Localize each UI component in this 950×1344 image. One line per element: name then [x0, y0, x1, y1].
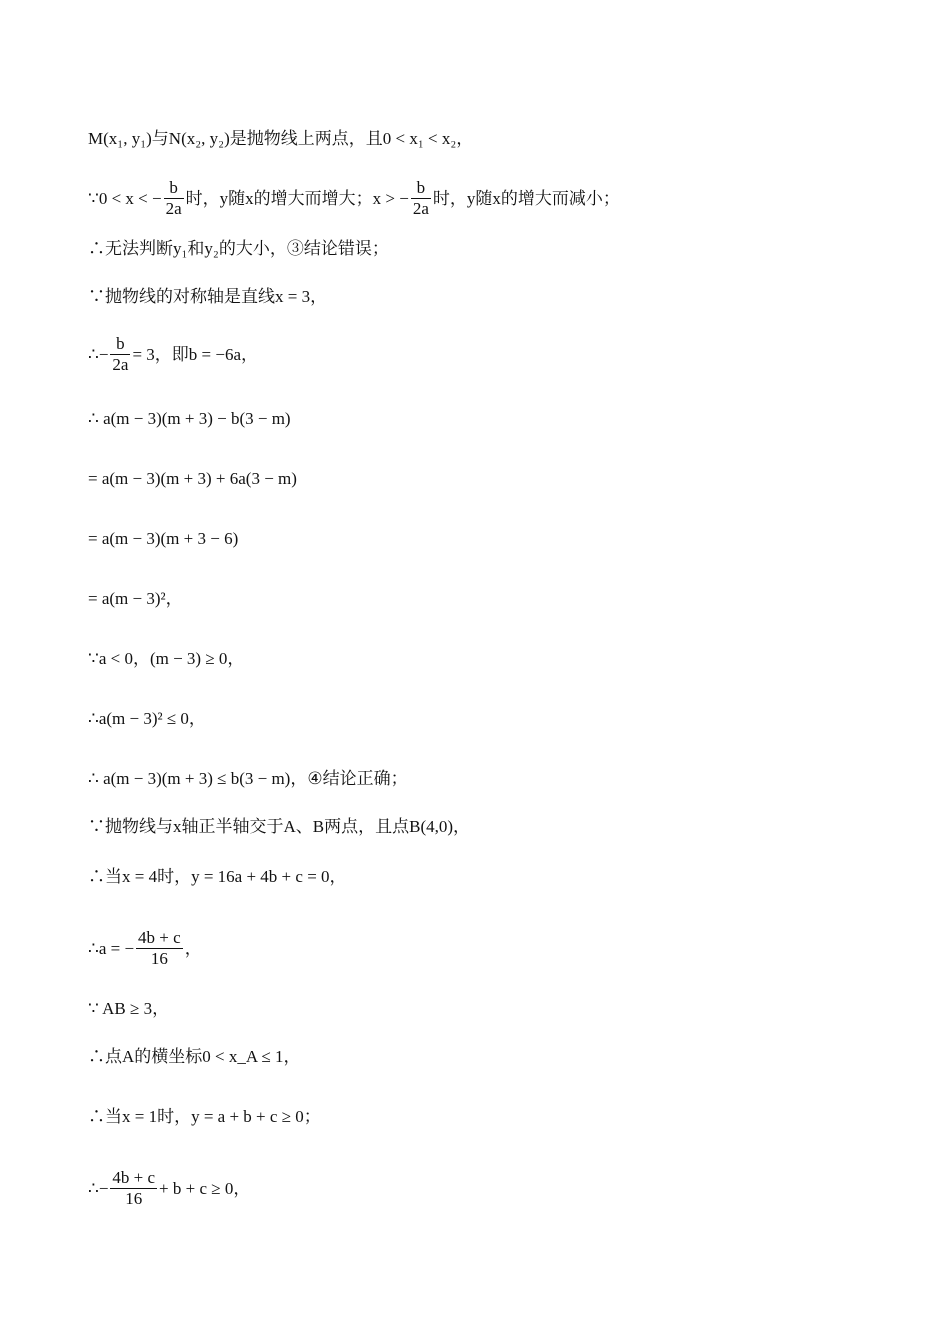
- fraction-numerator: 4b + c: [138, 928, 181, 947]
- text-line-15: [88, 928, 202, 969]
- line-text: ∴当x = 4时，y = 16a + 4b + c = 0，: [88, 867, 347, 886]
- line-segment: 时，y随x的增大而增大；x > −: [185, 188, 409, 208]
- fraction: [136, 928, 183, 969]
- text-line-12: [88, 768, 408, 790]
- fraction-denominator: 2a: [165, 199, 182, 218]
- text-line-9: [88, 588, 183, 610]
- text-line-17: [88, 1046, 301, 1068]
- line-text: = a(m − 3)(m + 3) + 6a(3 − m): [88, 469, 297, 488]
- fraction: [110, 334, 130, 375]
- line-text: ∴a(m − 3)² ≤ 0，: [88, 709, 206, 728]
- line-text: ∴ a(m − 3)(m + 3) − b(3 − m): [88, 409, 291, 428]
- text-line-16: [88, 998, 169, 1020]
- text-line-13: [88, 816, 470, 838]
- text-line-1: [88, 128, 473, 150]
- fraction: [110, 1168, 157, 1209]
- line-text: M(x₁, y₁)与N(x₂, y₂)是抛物线上两点，且0 < x₁ < x₂，: [88, 129, 474, 148]
- fraction: [164, 178, 184, 219]
- text-line-18: [88, 1106, 321, 1128]
- line-segment: ，: [184, 938, 202, 958]
- line-text: ∴ a(m − 3)(m + 3) ≤ b(3 − m)，④结论正确；: [88, 769, 408, 788]
- line-text: ∵ AB ≥ 3，: [88, 999, 170, 1018]
- fraction-denominator: 2a: [112, 355, 129, 374]
- line-text: = a(m − 3)(m + 3 − 6): [88, 529, 239, 548]
- fraction-denominator: 2a: [412, 199, 429, 218]
- line-text: ∵a < 0，(m − 3) ≥ 0，: [88, 649, 245, 668]
- line-segment: ∴−: [88, 344, 109, 364]
- line-text: ∴无法判断y₁和y₂的大小，③结论错误；: [88, 239, 389, 258]
- line-text: ∴当x = 1时，y = a + b + c ≥ 0；: [88, 1107, 321, 1126]
- text-line-14: [88, 866, 347, 888]
- line-segment: 时，y随x的增大而减小；: [432, 188, 620, 208]
- text-line-19: [88, 1168, 250, 1209]
- fraction-numerator: b: [110, 334, 130, 355]
- fraction: [411, 178, 431, 219]
- fraction-numerator: b: [164, 178, 184, 199]
- line-text: ∵抛物线的对称轴是直线x = 3，: [88, 287, 328, 306]
- line-segment: + b + c ≥ 0，: [159, 1178, 251, 1198]
- text-line-8: [88, 528, 238, 550]
- line-text: ∴点A的横坐标0 < x_A ≤ 1，: [88, 1047, 301, 1066]
- line-segment: ∵0 < x < −: [88, 188, 162, 208]
- line-text: ∵抛物线与x轴正半轴交于A、B两点，且点B(4,0)，: [88, 817, 471, 836]
- line-segment: = 3，即b = −6a，: [132, 344, 259, 364]
- fraction-denominator: 16: [125, 1189, 143, 1208]
- text-line-3: [88, 238, 389, 260]
- text-line-11: [88, 708, 206, 730]
- line-segment: ∴a = −: [88, 938, 135, 958]
- fraction-denominator: 16: [150, 949, 168, 968]
- line-text: = a(m − 3)²，: [88, 589, 183, 608]
- text-line-2: [88, 178, 620, 219]
- text-line-4: [88, 286, 327, 308]
- fraction-numerator: b: [411, 178, 431, 199]
- text-line-5: [88, 334, 258, 375]
- fraction-numerator: 4b + c: [112, 1168, 156, 1187]
- text-line-10: [88, 648, 244, 670]
- text-line-6: [88, 408, 291, 430]
- text-line-7: [88, 468, 297, 490]
- line-segment: ∴−: [88, 1178, 109, 1198]
